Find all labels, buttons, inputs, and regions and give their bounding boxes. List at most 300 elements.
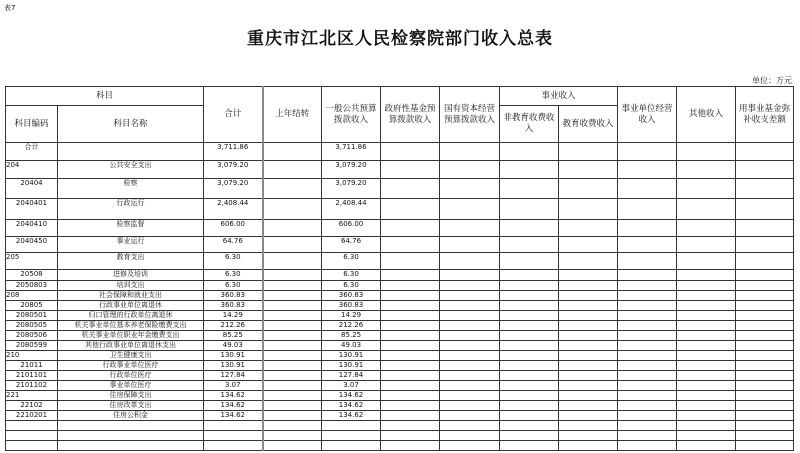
cell-stateasset: [440, 371, 500, 381]
cell-name: 检察: [58, 179, 204, 199]
cell-name: 进修及培训: [58, 270, 204, 281]
cell-education: [559, 291, 618, 301]
table-row: [6, 179, 794, 199]
cell-code: 2210201: [6, 411, 58, 421]
cell-carryover: [263, 361, 322, 371]
cell-other: [677, 441, 736, 451]
cell-govfund: [381, 220, 440, 237]
cell-fundmakeup: [736, 237, 794, 253]
cell-education: [559, 411, 618, 421]
cell-govfund: [381, 391, 440, 401]
cell-govfund: [381, 351, 440, 361]
cell-noneducation: [500, 431, 559, 441]
cell-name: 事业单位医疗: [58, 381, 204, 391]
cell-operating: [618, 391, 677, 401]
cell-carryover: [263, 291, 322, 301]
cell-other: [677, 179, 736, 199]
header-education: 教育收费收入: [559, 106, 618, 143]
cell-noneducation: [500, 321, 559, 331]
cell-carryover: [263, 161, 322, 179]
cell-total: 3,711.86: [204, 143, 263, 161]
cell-name: 事业运行: [58, 237, 204, 253]
cell-carryover: [263, 391, 322, 401]
cell-total: 360.83: [204, 291, 263, 301]
cell-govfund: [381, 441, 440, 451]
cell-name: 行政单位医疗: [58, 371, 204, 381]
cell-carryover: [263, 421, 322, 431]
cell-noneducation: [500, 161, 559, 179]
cell-code: 221: [6, 391, 58, 401]
header-fundmakeup: 用事业基金弥补收支差额: [736, 87, 794, 143]
cell-general: 85.25: [322, 331, 381, 341]
cell-education: [559, 281, 618, 291]
cell-operating: [618, 199, 677, 220]
cell-code: [6, 431, 58, 441]
cell-other: [677, 270, 736, 281]
cell-stateasset: [440, 341, 500, 351]
cell-carryover: [263, 143, 322, 161]
cell-stateasset: [440, 220, 500, 237]
cell-govfund: [381, 301, 440, 311]
cell-govfund: [381, 341, 440, 351]
cell-total: [204, 441, 263, 451]
cell-other: [677, 341, 736, 351]
cell-name: 公共安全支出: [58, 161, 204, 179]
cell-general: 606.00: [322, 220, 381, 237]
cell-stateasset: [440, 351, 500, 361]
cell-education: [559, 371, 618, 381]
cell-noneducation: [500, 371, 559, 381]
cell-noneducation: [500, 361, 559, 371]
cell-general: 134.62: [322, 401, 381, 411]
cell-fundmakeup: [736, 381, 794, 391]
cell-other: [677, 291, 736, 301]
cell-noneducation: [500, 331, 559, 341]
cell-total: 3.07: [204, 381, 263, 391]
cell-carryover: [263, 311, 322, 321]
cell-total: 606.00: [204, 220, 263, 237]
cell-operating: [618, 351, 677, 361]
table-row: [6, 361, 794, 371]
cell-operating: [618, 237, 677, 253]
cell-operating: [618, 411, 677, 421]
cell-general: 134.62: [322, 411, 381, 421]
cell-noneducation: [500, 391, 559, 401]
cell-other: [677, 199, 736, 220]
cell-other: [677, 220, 736, 237]
cell-fundmakeup: [736, 291, 794, 301]
cell-education: [559, 361, 618, 371]
cell-noneducation: [500, 281, 559, 291]
cell-general: 6.30: [322, 270, 381, 281]
cell-operating: [618, 341, 677, 351]
cell-stateasset: [440, 199, 500, 220]
cell-carryover: [263, 401, 322, 411]
cell-code: 210: [6, 351, 58, 361]
cell-code: 2040410: [6, 220, 58, 237]
cell-carryover: [263, 301, 322, 311]
table-row: [6, 143, 794, 161]
cell-other: [677, 371, 736, 381]
cell-operating: [618, 161, 677, 179]
cell-other: [677, 281, 736, 291]
cell-general: 130.91: [322, 351, 381, 361]
cell-education: [559, 237, 618, 253]
table-row: [6, 381, 794, 391]
cell-education: [559, 301, 618, 311]
cell-fundmakeup: [736, 281, 794, 291]
cell-name: 住房保障支出: [58, 391, 204, 401]
cell-other: [677, 253, 736, 270]
cell-noneducation: [500, 143, 559, 161]
cell-carryover: [263, 281, 322, 291]
cell-code: 20508: [6, 270, 58, 281]
cell-stateasset: [440, 441, 500, 451]
cell-name: 培训支出: [58, 281, 204, 291]
cell-noneducation: [500, 179, 559, 199]
cell-education: [559, 311, 618, 321]
cell-stateasset: [440, 361, 500, 371]
table-row: [6, 270, 794, 281]
cell-operating: [618, 381, 677, 391]
cell-govfund: [381, 143, 440, 161]
table-row: [6, 199, 794, 220]
table-row: [6, 341, 794, 351]
cell-total: 6.30: [204, 270, 263, 281]
cell-name: 卫生健康支出: [58, 351, 204, 361]
cell-carryover: [263, 253, 322, 270]
cell-carryover: [263, 331, 322, 341]
cell-stateasset: [440, 237, 500, 253]
cell-education: [559, 143, 618, 161]
cell-govfund: [381, 281, 440, 291]
cell-code: 22102: [6, 401, 58, 411]
cell-code: 2040450: [6, 237, 58, 253]
table-row: [6, 220, 794, 237]
cell-noneducation: [500, 401, 559, 411]
cell-general: 360.83: [322, 291, 381, 301]
cell-stateasset: [440, 391, 500, 401]
cell-code: [6, 421, 58, 431]
table-row: [6, 401, 794, 411]
cell-fundmakeup: [736, 441, 794, 451]
cell-total: 64.76: [204, 237, 263, 253]
cell-name: 其他行政事业单位离退休支出: [58, 341, 204, 351]
unit-label: 单位：万元: [752, 76, 792, 85]
cell-govfund: [381, 311, 440, 321]
cell-fundmakeup: [736, 321, 794, 331]
cell-other: [677, 361, 736, 371]
table-row: [6, 441, 794, 451]
header-total: 合计: [204, 87, 263, 143]
cell-operating: [618, 331, 677, 341]
cell-stateasset: [440, 179, 500, 199]
cell-noneducation: [500, 199, 559, 220]
cell-carryover: [263, 179, 322, 199]
table-row: [6, 237, 794, 253]
cell-name: 行政事业单位离退休: [58, 301, 204, 311]
cell-name: [58, 441, 204, 451]
page-title: 重庆市江北区人民检察院部门收入总表: [247, 29, 553, 49]
cell-fundmakeup: [736, 371, 794, 381]
cell-education: [559, 253, 618, 270]
table-number: 表7: [4, 4, 16, 12]
cell-operating: [618, 270, 677, 281]
cell-total: 360.83: [204, 301, 263, 311]
cell-fundmakeup: [736, 391, 794, 401]
cell-operating: [618, 143, 677, 161]
cell-stateasset: [440, 143, 500, 161]
cell-total: 212.26: [204, 321, 263, 331]
cell-code: 合计: [6, 143, 58, 161]
cell-code: 208: [6, 291, 58, 301]
cell-govfund: [381, 321, 440, 331]
cell-total: 6.30: [204, 253, 263, 270]
cell-total: 130.91: [204, 351, 263, 361]
header-govfund: 政府性基金预算拨款收入: [381, 87, 440, 143]
cell-total: 6.30: [204, 281, 263, 291]
cell-govfund: [381, 431, 440, 441]
table-row: [6, 411, 794, 421]
cell-operating: [618, 321, 677, 331]
cell-general: 64.76: [322, 237, 381, 253]
cell-noneducation: [500, 301, 559, 311]
cell-noneducation: [500, 291, 559, 301]
cell-code: 20805: [6, 301, 58, 311]
cell-total: 3,079.20: [204, 161, 263, 179]
cell-education: [559, 351, 618, 361]
cell-fundmakeup: [736, 411, 794, 421]
cell-noneducation: [500, 253, 559, 270]
cell-noneducation: [500, 341, 559, 351]
cell-code: 205: [6, 253, 58, 270]
cell-education: [559, 220, 618, 237]
table-row: [6, 161, 794, 179]
header-code: 科目编码: [6, 106, 58, 143]
cell-name: 社会保障和就业支出: [58, 291, 204, 301]
cell-operating: [618, 253, 677, 270]
header-subject: 科目: [6, 87, 204, 106]
cell-total: [204, 421, 263, 431]
cell-govfund: [381, 401, 440, 411]
cell-operating: [618, 281, 677, 291]
header-other: 其他收入: [677, 87, 736, 143]
cell-govfund: [381, 161, 440, 179]
cell-stateasset: [440, 161, 500, 179]
cell-govfund: [381, 199, 440, 220]
cell-name: 检察监督: [58, 220, 204, 237]
cell-operating: [618, 220, 677, 237]
cell-fundmakeup: [736, 301, 794, 311]
cell-stateasset: [440, 381, 500, 391]
cell-general: 3,079.20: [322, 161, 381, 179]
cell-operating: [618, 401, 677, 411]
cell-stateasset: [440, 281, 500, 291]
cell-other: [677, 331, 736, 341]
cell-education: [559, 341, 618, 351]
table-row: [6, 291, 794, 301]
cell-total: 3,079.20: [204, 179, 263, 199]
cell-name: [58, 431, 204, 441]
cell-stateasset: [440, 301, 500, 311]
cell-code: 2101101: [6, 371, 58, 381]
cell-total: 134.62: [204, 411, 263, 421]
cell-carryover: [263, 199, 322, 220]
cell-operating: [618, 421, 677, 431]
cell-education: [559, 441, 618, 451]
cell-general: 2,408.44: [322, 199, 381, 220]
cell-name: 行政事业单位医疗: [58, 361, 204, 371]
cell-total: 130.91: [204, 361, 263, 371]
cell-stateasset: [440, 401, 500, 411]
cell-govfund: [381, 179, 440, 199]
cell-govfund: [381, 411, 440, 421]
cell-noneducation: [500, 351, 559, 361]
cell-govfund: [381, 331, 440, 341]
cell-other: [677, 311, 736, 321]
cell-stateasset: [440, 431, 500, 441]
cell-stateasset: [440, 270, 500, 281]
cell-total: 127.84: [204, 371, 263, 381]
cell-total: 14.29: [204, 311, 263, 321]
cell-education: [559, 431, 618, 441]
cell-total: 49.03: [204, 341, 263, 351]
table-row: [6, 421, 794, 431]
header-business: 事业收入: [500, 87, 618, 106]
table-row: [6, 301, 794, 311]
cell-stateasset: [440, 321, 500, 331]
cell-total: [204, 431, 263, 441]
cell-education: [559, 331, 618, 341]
cell-carryover: [263, 321, 322, 331]
cell-operating: [618, 301, 677, 311]
cell-name: [58, 143, 204, 161]
header-name: 科目名称: [58, 106, 204, 143]
header-noneducation: 非教育收费收入: [500, 106, 559, 143]
cell-operating: [618, 179, 677, 199]
table-row: [6, 253, 794, 270]
cell-fundmakeup: [736, 331, 794, 341]
cell-stateasset: [440, 331, 500, 341]
cell-general: 6.30: [322, 281, 381, 291]
cell-govfund: [381, 371, 440, 381]
cell-stateasset: [440, 411, 500, 421]
cell-code: 2101102: [6, 381, 58, 391]
cell-operating: [618, 311, 677, 321]
cell-carryover: [263, 431, 322, 441]
header-carryover: 上年结转: [263, 87, 322, 143]
cell-noneducation: [500, 237, 559, 253]
cell-govfund: [381, 253, 440, 270]
cell-noneducation: [500, 381, 559, 391]
cell-general: 6.30: [322, 253, 381, 270]
cell-code: 20404: [6, 179, 58, 199]
cell-name: 机关事业单位基本养老保险缴费支出: [58, 321, 204, 331]
cell-code: 204: [6, 161, 58, 179]
cell-carryover: [263, 371, 322, 381]
cell-noneducation: [500, 270, 559, 281]
cell-other: [677, 351, 736, 361]
cell-general: 360.83: [322, 301, 381, 311]
cell-govfund: [381, 421, 440, 431]
cell-other: [677, 411, 736, 421]
cell-other: [677, 237, 736, 253]
cell-noneducation: [500, 421, 559, 431]
cell-other: [677, 391, 736, 401]
cell-noneducation: [500, 311, 559, 321]
cell-operating: [618, 441, 677, 451]
header-stateasset: 国有资本经营预算拨款收入: [440, 87, 500, 143]
cell-education: [559, 381, 618, 391]
cell-carryover: [263, 351, 322, 361]
cell-general: 14.29: [322, 311, 381, 321]
cell-operating: [618, 361, 677, 371]
cell-operating: [618, 431, 677, 441]
cell-total: 2,408.44: [204, 199, 263, 220]
cell-name: 行政运行: [58, 199, 204, 220]
table-row: [6, 351, 794, 361]
cell-general: 3,711.86: [322, 143, 381, 161]
cell-code: 2050803: [6, 281, 58, 291]
cell-name: 机关事业单位职业年金缴费支出: [58, 331, 204, 341]
cell-noneducation: [500, 220, 559, 237]
cell-education: [559, 199, 618, 220]
cell-fundmakeup: [736, 179, 794, 199]
cell-fundmakeup: [736, 161, 794, 179]
cell-fundmakeup: [736, 143, 794, 161]
cell-name: 归口管理的行政单位离退休: [58, 311, 204, 321]
cell-stateasset: [440, 253, 500, 270]
cell-fundmakeup: [736, 431, 794, 441]
table-row: [6, 311, 794, 321]
cell-general: 127.84: [322, 371, 381, 381]
cell-general: 3.07: [322, 381, 381, 391]
cell-carryover: [263, 220, 322, 237]
cell-name: 住房公积金: [58, 411, 204, 421]
cell-code: [6, 441, 58, 451]
cell-total: 85.25: [204, 331, 263, 341]
cell-carryover: [263, 411, 322, 421]
cell-name: [58, 421, 204, 431]
cell-other: [677, 381, 736, 391]
cell-fundmakeup: [736, 351, 794, 361]
cell-govfund: [381, 381, 440, 391]
cell-other: [677, 321, 736, 331]
income-table: [5, 86, 794, 451]
cell-fundmakeup: [736, 220, 794, 237]
cell-name: 教育支出: [58, 253, 204, 270]
cell-other: [677, 161, 736, 179]
cell-other: [677, 401, 736, 411]
cell-code: 2080501: [6, 311, 58, 321]
cell-education: [559, 161, 618, 179]
cell-education: [559, 391, 618, 401]
cell-code: 2080599: [6, 341, 58, 351]
cell-govfund: [381, 237, 440, 253]
cell-general: 130.91: [322, 361, 381, 371]
cell-fundmakeup: [736, 199, 794, 220]
cell-govfund: [381, 361, 440, 371]
cell-education: [559, 179, 618, 199]
cell-fundmakeup: [736, 421, 794, 431]
table-row: [6, 371, 794, 381]
cell-other: [677, 143, 736, 161]
cell-general: [322, 441, 381, 451]
cell-fundmakeup: [736, 401, 794, 411]
cell-operating: [618, 371, 677, 381]
cell-general: 3,079.20: [322, 179, 381, 199]
cell-noneducation: [500, 441, 559, 451]
